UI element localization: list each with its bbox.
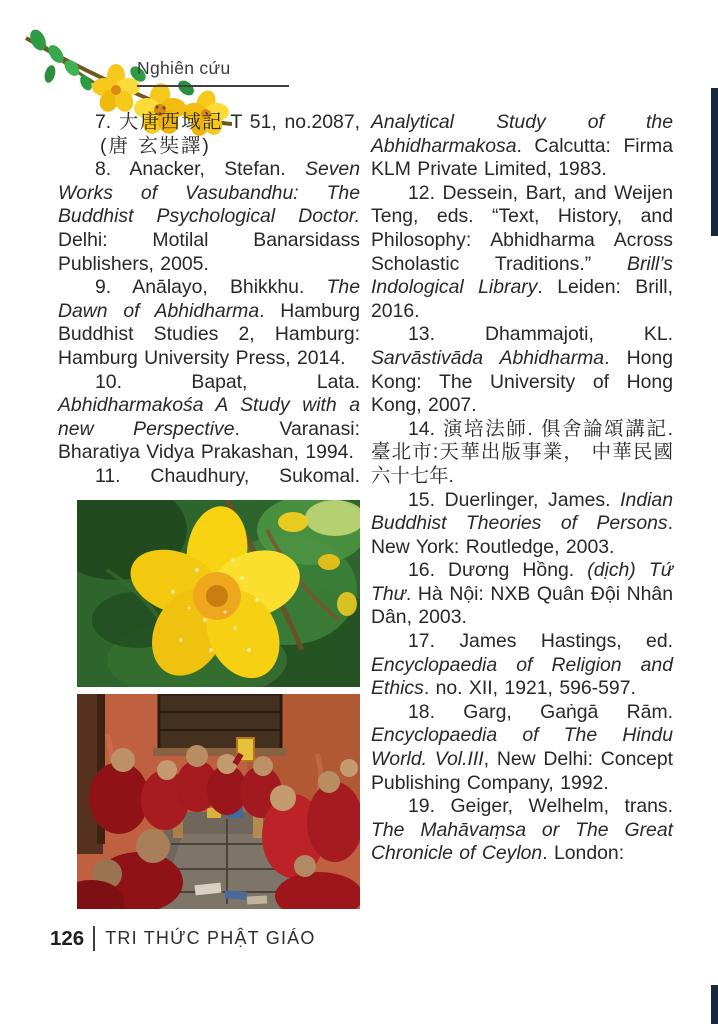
bibliography-entry: 14. 演培法師. 俱舍論頌講記. 臺北市:天華出版事業， 中華民國六十七年. (371, 417, 673, 487)
bibliography-entry: 9. Anālayo, Bhikkhu. The Dawn of Abhidharma. Hamburg Buddhist Studies 2, Hamburg: Hamburg University Press, 2014. (58, 276, 361, 369)
journal-title: TRI THỨC PHẬT GIÁO (105, 928, 316, 948)
section-label: Nghiên cứu (137, 58, 231, 78)
window (153, 694, 287, 756)
bibliography-entry: 17. James Hastings, ed. Encyclopaedia of Religion and Ethics. no. XII, 1921, 596-597. (371, 630, 673, 700)
bibliography-entry: 16. Dương Hồng. (dịch) Tứ Thư. Hà Nội: NXB Quân Đội Nhân Dân, 2003. (371, 559, 673, 629)
bibliography-entry: 8. Anacker, Stefan. Seven Works of Vasubandhu: The Buddhist Psychological Doctor. Delhi: Motilal Banarsidass Publishers, 2005. (58, 158, 360, 275)
bibliography-entry: 10. Bapat, Lata. Abhidharmakośa A Study with a new Perspective. Varanasi: Bharatiya Vidya Prakashan, 1994. (58, 370, 360, 464)
bibliography-entry: 11. Chaudhury, Sukomal. (95, 464, 360, 487)
bibliography-entry: (唐 玄奘譯) (100, 134, 211, 157)
edge-bar-bottom (711, 985, 718, 1024)
footer-divider (93, 926, 95, 951)
page-footer (50, 926, 316, 951)
bibliography-entry: 13. Dhammajoti, KL. Sarvāstivāda Abhidharma. Hong Kong: The University of Hong Kong, 2007. (371, 323, 673, 417)
bibliography-entry: 12. Dessein, Bart, and Weijen Teng, eds. “Text, History, and Philosophy: Abhidharma Across Scholastic Traditions.” Brill’s Indological Library. Leiden: Brill, 2016. (371, 181, 673, 322)
left-column (58, 111, 360, 909)
edge-bar-top (711, 88, 718, 236)
section-label-rule (137, 58, 289, 87)
left-column-entries (58, 111, 360, 489)
bibliography-entry: 19. Geiger, Welhelm, trans. The Mahāvaṃsa or The Great Chronicle of Ceylon. London: (371, 795, 673, 865)
bibliography-entry: 7. 大唐西域記 T 51, no.2087, (95, 111, 360, 133)
bibliography-entry: 18. Garg, Gaṅgā Rām. Encyclopaedia of The Hindu World. Vol.III, New Delhi: Concept Publishing Company, 1992. (371, 700, 674, 794)
bibliography-entry: Analytical Study of the Abhidharmakosa. Calcutta: Firma KLM Private Limited, 1983. (371, 111, 673, 181)
novice-monks-photo (77, 694, 360, 909)
bibliography-entry: 15. Duerlinger, James. Indian Buddhist Theories of Persons. New York: Routledge, 2003. (371, 488, 673, 558)
right-column (371, 111, 673, 866)
yellow-flower-photo (77, 500, 360, 687)
right-column-entries (371, 111, 673, 866)
page-number: 126 (50, 926, 85, 950)
